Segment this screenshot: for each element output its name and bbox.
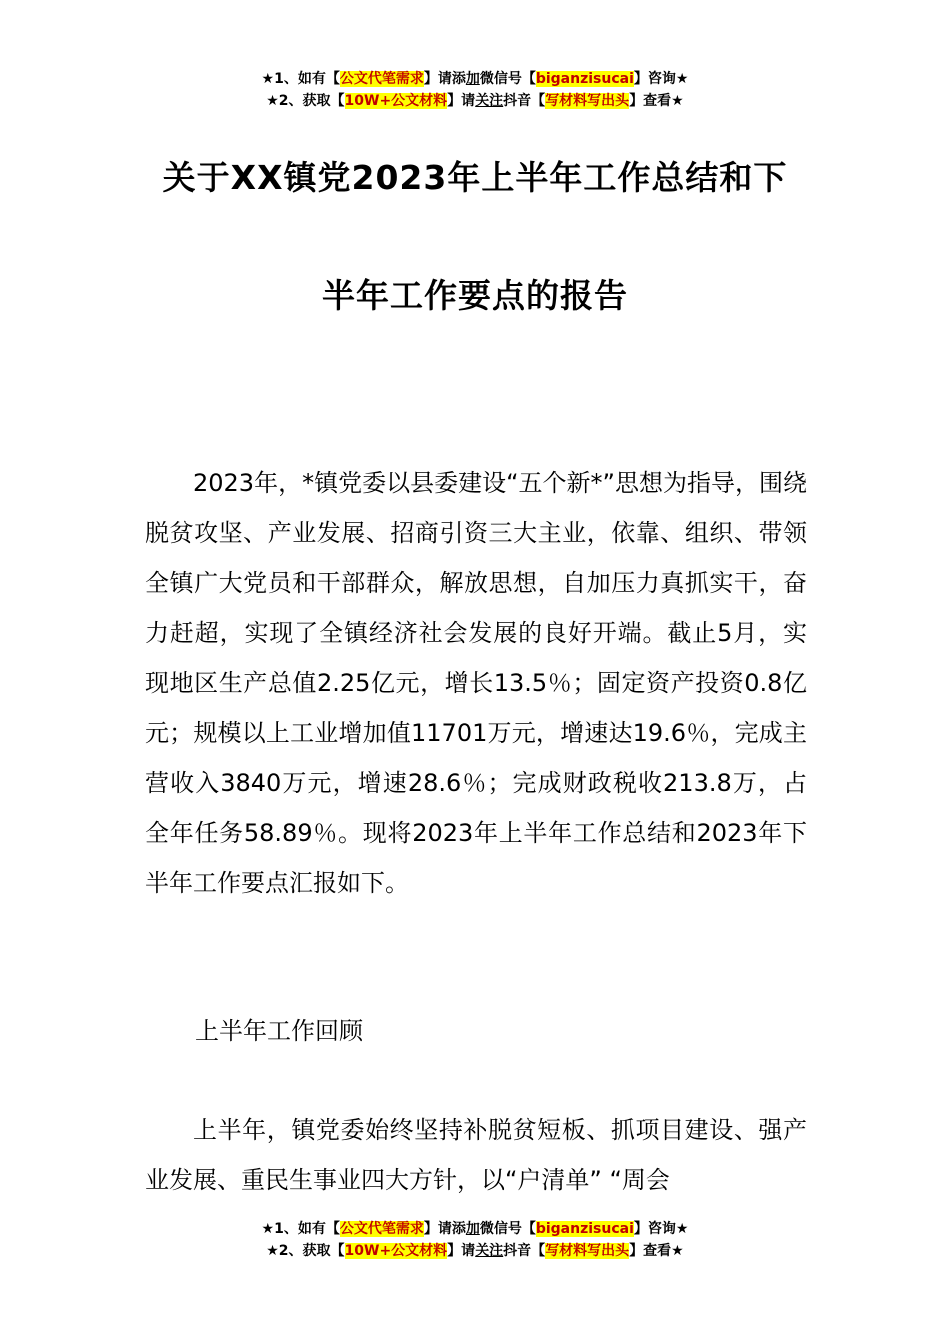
promo-text: 微信号【 (479, 71, 536, 87)
body-paragraph-1: 2023年，*镇党委以县委建设“五个新*”思想为指导，围绕脱贫攻坚、产业发展、招商引资三大主业，依靠、组织、带领全镇广大党员和干部群众，解放思想，自加压力真抓实干，奋力赶超，实现了全镇经济社会发展的良好开端。截止5月，实现地区生产总值2.25亿元，增长13.5％；固定资产投资0.8亿元；规模以上工业增加值11701万元，增速达19.6％，完成主营收入3840万元，增速28.6％；完成财政税收213.8万，占全年任务58.89％。现将2023年上半年工作总结和2023年下半年工作要点汇报如下。 (145, 469, 807, 897)
promo-emphasis: 关注 (475, 1243, 504, 1259)
promo-emphasis: 关注 (475, 93, 504, 109)
promo-highlight: 写材料写出头 (545, 93, 630, 109)
promo-text: ★2、获取【 (266, 1243, 345, 1259)
promo-emphasis: 加 (465, 1221, 480, 1237)
section-heading: 上半年工作回顾 (195, 1017, 363, 1045)
promo-highlight: 写材料写出头 (545, 1243, 630, 1259)
promo-line-1 (0, 1218, 950, 1240)
promo-text: 】请 (447, 1243, 476, 1259)
promo-highlight: biganzisucai (535, 1221, 634, 1237)
body-paragraph-2: 上半年，镇党委始终坚持补脱贫短板、抓项目建设、强产业发展、重民生事业四大方针，以“户清单” “周会 (145, 1116, 807, 1194)
promo-line-1 (0, 68, 950, 90)
promo-text: ★1、如有【 (261, 71, 340, 87)
promo-highlight: 10W+公文材料 (344, 1243, 448, 1259)
promo-highlight: 公文代笔需求 (339, 71, 424, 87)
promo-text: 】咨询★ (633, 1221, 689, 1237)
promo-text: ★2、获取【 (266, 93, 345, 109)
promo-highlight: biganzisucai (535, 71, 634, 87)
promo-banner-top (0, 68, 950, 112)
promo-highlight: 10W+公文材料 (344, 93, 448, 109)
promo-emphasis: 加 (465, 71, 480, 87)
promo-text: 】咨询★ (633, 71, 689, 87)
promo-highlight: 公文代笔需求 (339, 1221, 424, 1237)
document-title-line-2: 半年工作要点的报告 (322, 276, 628, 315)
promo-text: 】查看★ (629, 1243, 684, 1259)
promo-text: 抖音【 (503, 1243, 546, 1259)
promo-line-2 (0, 1240, 950, 1262)
promo-text: 】请添 (423, 71, 466, 87)
promo-text: 】请 (447, 93, 476, 109)
document-title-line-1: 关于XX镇党2023年上半年工作总结和下 (162, 158, 788, 197)
promo-text: 微信号【 (479, 1221, 536, 1237)
promo-line-2 (0, 90, 950, 112)
promo-banner-bottom (0, 1218, 950, 1262)
promo-text: ★1、如有【 (261, 1221, 340, 1237)
promo-text: 】请添 (423, 1221, 466, 1237)
promo-text: 抖音【 (503, 93, 546, 109)
promo-text: 】查看★ (629, 93, 684, 109)
